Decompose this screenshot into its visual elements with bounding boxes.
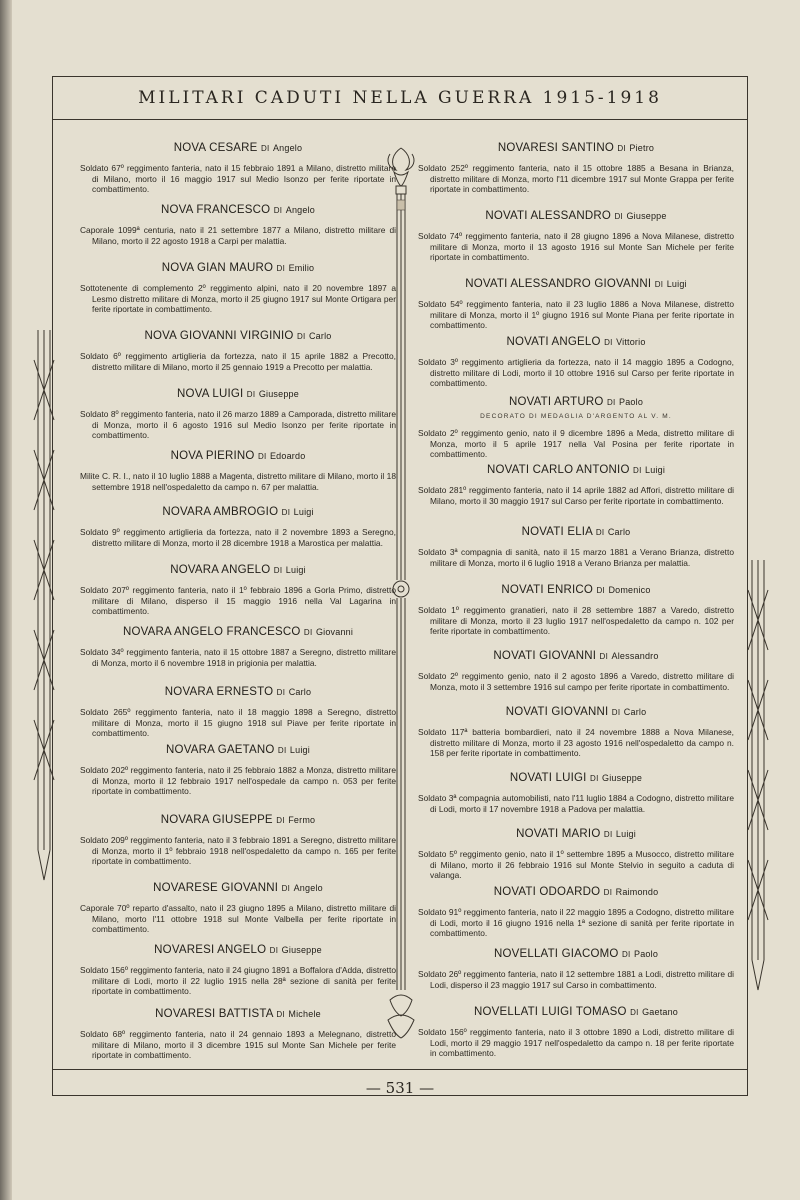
left-side-ornament: [24, 330, 64, 890]
record-entry: [80, 882, 396, 935]
record-entry: [80, 506, 396, 548]
record-entry: [418, 210, 734, 263]
page-title: MILITARI CADUTI NELLA GUERRA 1915-1918: [138, 87, 662, 108]
footer-rule: [52, 1069, 748, 1070]
entry-description: Soldato 209º reggimento fanteria, nato il 3 febbraio 1891 a Seregno, distretto militare di Monza, morto il 1º febbraio 1918 nell'ospedaletto da campo n. 165 per ferite riportate in combattimento.: [80, 835, 396, 866]
entry-name: NOVARESI SANTINO DI Pietro: [497, 142, 655, 154]
record-entry: [418, 772, 734, 814]
record-entry: [80, 262, 396, 315]
record-entry: [80, 744, 396, 797]
entry-description: Soldato 281º reggimento fanteria, nato il 14 aprile 1882 ad Affori, distretto militare di Milano, morto il 30 maggio 1917 sul Carso per ferite riportate in combattimento.: [418, 485, 734, 506]
entry-description: Soldato 8º reggimento fanteria, nato il 26 marzo 1889 a Camporada, distretto militare di Monza, morto il 6 agosto 1916 sul Medio Isonzo per ferite riportate in combattimento.: [80, 409, 396, 440]
record-entry: [80, 626, 396, 668]
entry-description: Soldato 2º reggimento genio, nato il 2 agosto 1896 a Varedo, distretto militare di Monza, moto il 3 settembre 1916 sul campo per ferite riportate in combattimento.: [418, 671, 734, 692]
record-entry: [418, 706, 734, 759]
decoration-note: DECORATO DI MEDAGLIA D'ARGENTO AL V. M.: [480, 413, 672, 420]
record-entry: [418, 948, 734, 990]
entry-name: NOVARA GIUSEPPE DI Fermo: [160, 814, 316, 826]
record-entry: [80, 944, 396, 997]
entry-description: Soldato 68º reggimento fanteria, nato il 24 gennaio 1893 a Melegnano, distretto militare di Milano, morto il 3 dicembre 1915 sul Monte San Michele per ferite riportate in combattimento.: [80, 1029, 396, 1060]
entry-name: NOVATI GIOVANNI DI Carlo: [505, 706, 647, 718]
entry-name: NOVATI LUIGI DI Giuseppe: [509, 772, 643, 784]
entry-description: Soldato 2º reggimento genio, nato il 9 dicembre 1896 a Meda, distretto militare di Monza, morto il 5 aprile 1917 nella Val Posina per ferite riportate in combattimento.: [418, 428, 734, 459]
entry-name: NOVATI ALESSANDRO DI Giuseppe: [485, 210, 667, 222]
book-gutter-shadow: [0, 0, 12, 1200]
entry-description: Soldato 1º reggimento granatieri, nato il 28 settembre 1887 a Varedo, distretto militare di Monza, morto il 23 luglio 1917 nell'ospedaletto da campo n. 102 per ferite riportate in combattimento.: [418, 605, 734, 636]
entry-description: Milite C. R. I., nato il 10 luglio 1888 a Magenta, distretto militare di Milano, morto il 18 settembre 1918 nell'ospedaletto da campo n. 67 per malattia.: [80, 471, 396, 492]
entry-name: NOVATI ALESSANDRO GIOVANNI DI Luigi: [465, 278, 687, 290]
page-number: — 531 —: [365, 1079, 435, 1097]
entry-name: NOVARESE GIOVANNI DI Angelo: [153, 882, 323, 894]
entry-description: Caporale 1099ª centuria, nato il 21 settembre 1877 a Milano, distretto militare di Milano, morto il 22 agosto 1918 a Carpi per malattia.: [80, 225, 396, 246]
entry-name: NOVA LUIGI DI Giuseppe: [177, 388, 299, 400]
entry-description: Soldato 5º reggimento genio, nato il 1º settembre 1895 a Musocco, distretto militare di Milano, morto il 26 febbraio 1916 sul Monte Stelvio in seguito a caduta di valanga.: [418, 849, 734, 880]
record-entry: [80, 204, 396, 246]
entry-name: NOVATI ARTURO DI Paolo: [508, 396, 644, 408]
entry-description: Soldato 3ª compagnia automobilisti, nato l'11 luglio 1884 a Codogno, distretto militare di Lodi, morto il 17 novembre 1918 a Padova per malattia.: [418, 793, 735, 814]
entry-description: Soldato 9º reggimento artiglieria da fortezza, nato il 2 novembre 1893 a Seregno, distretto militare di Monza, morto il 28 dicembre 1918 a Marostica per malattia.: [80, 527, 396, 548]
entry-description: Soldato 34º reggimento fanteria, nato il 15 ottobre 1887 a Seregno, distretto militare di Monza, morto il 6 novembre 1918 in prigionia per malattia.: [80, 647, 396, 668]
record-entry: [80, 814, 396, 867]
record-entry: [80, 450, 396, 492]
entry-description: Sottotenente di complemento 2º reggimento alpini, nato il 20 novembre 1897 a Lesmo distretto militare di Monza, morto il 25 giugno 1917 sul Monte Ortigara per ferite riportate in combattimento.: [80, 283, 396, 314]
entry-name: NOVATI ENRICO DI Domenico: [501, 584, 651, 596]
record-entry: [418, 828, 734, 881]
record-entry: [418, 650, 734, 692]
entry-description: Caporale 70º reparto d'assalto, nato il 23 giugno 1895 a Milano, distretto militare di Milano, morto l'11 ottobre 1918 sul Monte Valbella per ferite riportate in combattimento.: [80, 903, 396, 934]
record-entry: [80, 686, 396, 739]
entry-description: Soldato 207º reggimento fanteria, nato il 1º febbraio 1896 a Gorla Primo, distretto militare di Milano, disperso il 15 maggio 1916 nella Val Lagarina in combattimento.: [80, 585, 396, 616]
running-header: [52, 76, 748, 120]
entry-description: Soldato 74º reggimento fanteria, nato il 28 giugno 1896 a Nova Milanese, distretto militare di Monza, morto il 13 agosto 1916 sul Monte San Michele per ferite riportate in combattimento.: [418, 231, 734, 262]
entry-name: NOVATI ODOARDO DI Raimondo: [493, 886, 659, 898]
record-entry: [80, 330, 396, 372]
record-entry: [80, 388, 396, 441]
record-entry: [418, 584, 734, 637]
entry-name: NOVARA ANGELO FRANCESCO DI Giovanni: [122, 626, 354, 638]
entry-name: NOVA PIERINO DI Edoardo: [170, 450, 306, 462]
entry-description: Soldato 26º reggimento fanteria, nato il 12 settembre 1881 a Lodi, distretto militare di Lodi, disperso il 23 maggio 1917 sul Carso in combattimento.: [418, 969, 734, 990]
record-entry: [418, 464, 734, 506]
entry-name: NOVATI MARIO DI Luigi: [516, 828, 636, 840]
entry-name: NOVATI CARLO ANTONIO DI Luigi: [486, 464, 666, 476]
entry-name: NOVATI ELIA DI Carlo: [521, 526, 631, 538]
entry-name: NOVELLATI GIACOMO DI Paolo: [493, 948, 659, 960]
record-entry: [418, 526, 734, 568]
entry-name: NOVA GIAN MAURO DI Emilio: [161, 262, 315, 274]
entry-description: Soldato 91º reggimento fanteria, nato il 22 maggio 1895 a Codogno, distretto militare di Lodi, morto il 16 giugno 1916 nella 1ª sezione di sanità per ferite riportate in combattimento.: [418, 907, 734, 938]
record-entry: [418, 142, 734, 195]
entry-name: NOVARESI ANGELO DI Giuseppe: [154, 944, 322, 956]
entry-description: Soldato 265º reggimento fanteria, nato il 18 maggio 1898 a Seregno, distretto militare di Monza, morto il 15 giugno 1918 sul Piave per ferite riportate in combattimento.: [80, 707, 396, 738]
entry-name: NOVARA ANGELO DI Luigi: [170, 564, 306, 576]
entry-name: NOVARA GAETANO DI Luigi: [166, 744, 310, 756]
entry-description: Soldato 156º reggimento fanteria, nato il 3 ottobre 1890 a Lodi, distretto militare di Lodi, morto il 29 maggio 1917 nell'ospedaletto da campo n. 18 per ferite riportate in combattimento.: [418, 1027, 734, 1058]
record-entry: [80, 142, 396, 195]
entry-description: Soldato 3ª compagnia di sanità, nato il 15 marzo 1881 a Verano Brianza, distretto militare di Monza, morto il 6 luglio 1918 a Verano Brianza per malattia.: [418, 547, 734, 568]
entry-name: NOVA FRANCESCO DI Angelo: [161, 204, 315, 216]
entry-name: NOVA CESARE DI Angelo: [173, 142, 303, 154]
entry-name: NOVATI ANGELO DI Vittorio: [506, 336, 646, 348]
right-side-ornament: [738, 560, 778, 1000]
record-entry: [418, 336, 734, 389]
record-entry: [418, 396, 734, 460]
entry-description: Soldato 117ª batteria bombardieri, nato il 24 novembre 1888 a Nova Milanese, distretto militare di Monza, morto il 23 agosto 1916 nell'ospedaletto da campo n. 158 per ferite riportate in combattimento.: [418, 727, 734, 758]
entry-name: NOVA GIOVANNI VIRGINIO DI Carlo: [144, 330, 332, 342]
entry-description: Soldato 6º reggimento artiglieria da fortezza, nato il 15 aprile 1882 a Precotto, distretto militare di Milano, morto il 25 gennaio 1919 a Precotto per malattia.: [80, 351, 396, 372]
record-entry: [80, 564, 396, 617]
entry-description: Soldato 3º reggimento artiglieria da fortezza, nato il 14 maggio 1895 a Codogno, distretto militare di Lodi, morto il 10 ottobre 1916 sul Carso per ferite riportate in combattimento.: [418, 357, 734, 388]
entry-description: Soldato 156º reggimento fanteria, nato il 24 giugno 1891 a Boffalora d'Adda, distretto militare di Lodi, morto il 22 luglio 1915 nella 28ª sezione di sanità per ferite riportate in combattimento.: [80, 965, 396, 996]
entry-description: Soldato 67º reggimento fanteria, nato il 15 febbraio 1891 a Milano, distretto militare di Milano, morto il 16 maggio 1917 sul Medio Isonzo per ferite riportate in combattimento.: [80, 163, 396, 194]
record-entry: [418, 1006, 734, 1059]
entry-name: NOVARA AMBROGIO DI Luigi: [162, 506, 314, 518]
entry-description: Soldato 252º reggimento fanteria, nato il 15 ottobre 1885 a Besana in Brianza, distretto militare di Monza, morto l'11 dicembre 1917 sul Monte Grappa per ferite riportate in combattimento.: [418, 163, 734, 194]
record-entry: [418, 886, 734, 939]
entry-name: NOVARESI BATTISTA DI Michele: [155, 1008, 321, 1020]
entry-description: Soldato 202º reggimento fanteria, nato il 25 febbraio 1882 a Monza, distretto militare di Monza, morto il 12 febbraio 1917 nell'ospedale da campo n. 053 per ferite riportate in combattimento.: [80, 765, 396, 796]
entry-description: Soldato 54º reggimento fanteria, nato il 23 luglio 1886 a Nova Milanese, distretto militare di Monza, morto il 1º giugno 1916 sul Monte Piana per ferite riportate in combattimento.: [418, 299, 734, 330]
record-entry: [80, 1008, 396, 1061]
entry-name: NOVARA ERNESTO DI Carlo: [164, 686, 312, 698]
record-entry: [418, 278, 734, 331]
entry-name: NOVELLATI LUIGI TOMASO DI Gaetano: [473, 1006, 679, 1018]
entry-name: NOVATI GIOVANNI DI Alessandro: [493, 650, 659, 662]
